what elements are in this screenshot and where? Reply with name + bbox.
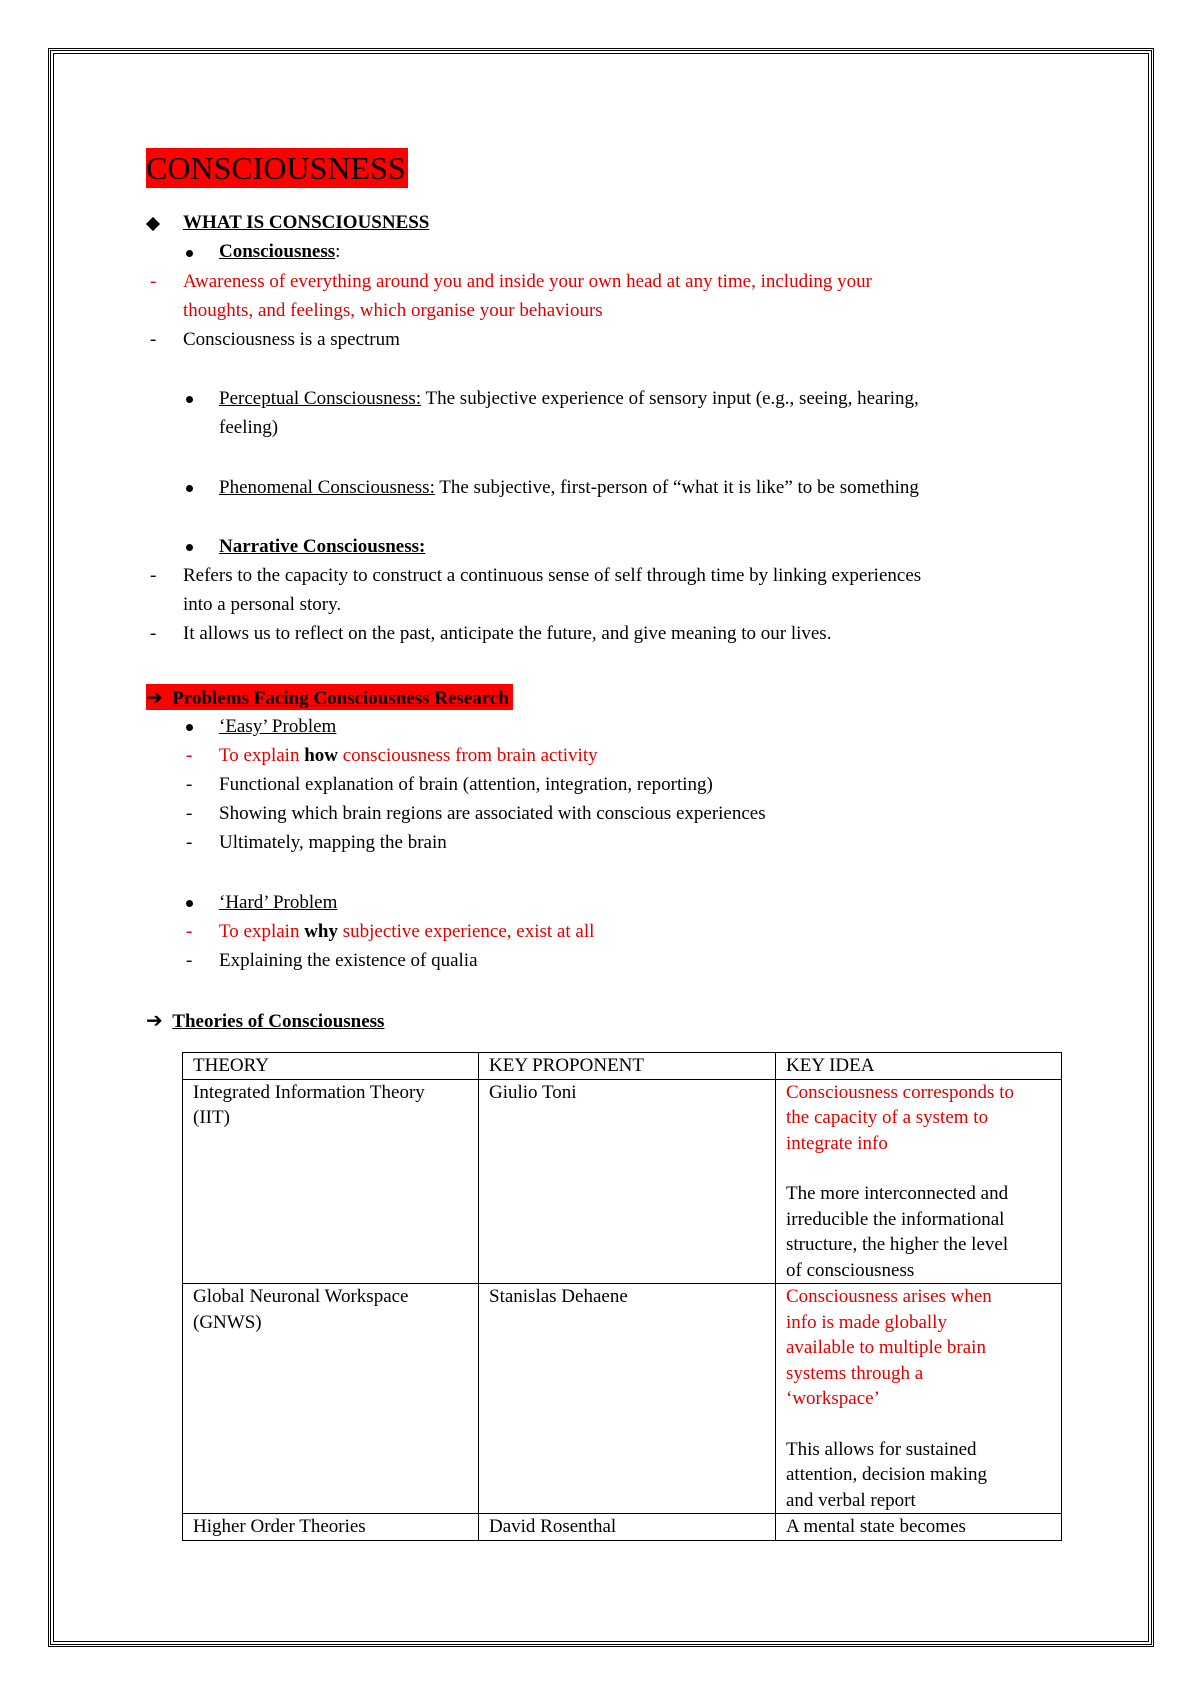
hard-problem-line-2: Explaining the existence of qualia [219,950,478,971]
section-heading-what-is: WHAT IS CONSCIOUSNESS [183,212,430,233]
dash-marker: - [150,271,157,292]
bullet-icon [186,900,193,907]
table-row [183,1284,1062,1514]
perceptual-consciousness-cont: feeling) [219,417,279,438]
proponent-cell: Giulio Toni [479,1079,776,1284]
dash-marker: - [186,774,193,795]
theories-heading-row [146,1006,384,1036]
bullet-icon [186,544,193,551]
easy-problem-label: ‘Easy’ Problem [219,716,337,737]
dash-marker: - [186,832,193,853]
dash-marker: - [150,623,157,644]
narrative-line-2: into a personal story. [183,594,342,615]
easy-problem-line-3: Showing which brain regions are associated with conscious experiences [219,803,766,824]
narrative-line-3: It allows us to reflect on the past, anticipate the future, and give meaning to our lives. [183,623,832,644]
narrative-consciousness: Narrative Consciousness: [219,536,426,557]
bullet-icon [186,396,193,403]
theory-cell: Integrated Information Theory (IIT) [183,1079,479,1284]
phenomenal-consciousness: Phenomenal Consciousness: The subjective, first-person of “what it is like” to be something [219,477,919,498]
easy-problem-line-1: To explain how consciousness from brain activity [219,745,598,766]
easy-problem-line-4: Ultimately, mapping the brain [219,832,447,853]
theory-cell: Global Neuronal Workspace (GNWS) [183,1284,479,1514]
proponent-cell: Stanislas Dehaene [479,1284,776,1514]
hard-problem-line-1: To explain why subjective experience, exist at all [219,921,595,942]
table-header-cell: KEY IDEA [776,1053,1062,1080]
dash-marker: - [186,921,193,942]
section-heading-row [148,210,158,238]
theories-heading: Theories of Consciousness [172,1011,385,1032]
bullet-icon [186,250,193,257]
theory-cell: Higher Order Theories [183,1514,479,1541]
hard-problem-label: ‘Hard’ Problem [219,892,338,913]
term-consciousness: Consciousness: [219,241,341,262]
key-idea-cell: Consciousness corresponds to the capacity of a system to integrate info The more interconnected and irreducible the informational structure, the higher the level of consciousness [776,1079,1062,1284]
diamond-bullet-icon [146,217,160,231]
problems-heading-row [146,684,513,710]
arrow-right-icon: ➔ [146,685,163,709]
dash-marker: - [186,803,193,824]
easy-problem-line-2: Functional explanation of brain (attention, integration, reporting) [219,774,713,795]
arrow-right-icon: ➔ [146,1008,163,1032]
narrative-line-1: Refers to the capacity to construct a continuous sense of self through time by linking experiences [183,565,922,586]
table-row [183,1079,1062,1284]
perceptual-consciousness: Perceptual Consciousness: The subjective experience of sensory input (e.g., seeing, hearing, [219,388,919,409]
theories-table [182,1052,1062,1541]
proponent-cell: David Rosenthal [479,1514,776,1541]
table-row [183,1514,1062,1541]
bullet-icon [186,485,193,492]
problems-heading: Problems Facing Consciousness Research [172,688,509,709]
bullet-icon [186,724,193,731]
dash-marker: - [186,950,193,971]
table-header-cell: THEORY [183,1053,479,1080]
spectrum-line: Consciousness is a spectrum [183,329,400,350]
dash-marker: - [186,745,193,766]
key-idea-cell: Consciousness arises when info is made globally available to multiple brain systems through a ‘workspace’ This allows for sustained attention, decision making and verbal report [776,1284,1062,1514]
definition-line-2: thoughts, and feelings, which organise your behaviours [183,300,603,321]
dash-marker: - [150,329,157,350]
dash-marker: - [150,565,157,586]
key-idea-cell: A mental state becomes [776,1514,1062,1541]
page-title: CONSCIOUSNESS [146,150,406,186]
table-header-cell: KEY PROPONENT [479,1053,776,1080]
definition-line-1: Awareness of everything around you and inside your own head at any time, including your [183,271,872,292]
table-header-row [183,1053,1062,1080]
